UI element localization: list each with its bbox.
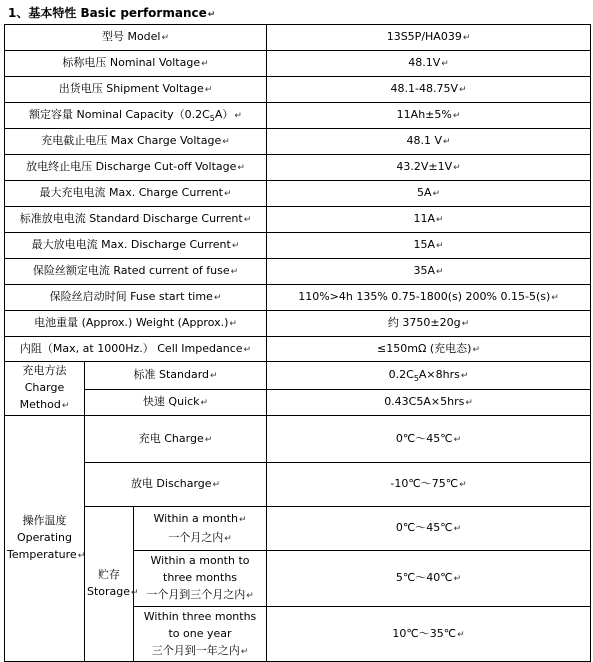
table-row <box>5 463 591 507</box>
spec-label: 标称电压 Nominal Voltage↵ <box>5 51 267 77</box>
charge-standard-value: $0.2C_5A\times 8hrs↵$ <box>267 362 591 390</box>
spec-value: 48.1-48.75V↵ <box>267 77 591 103</box>
storage-period-label: Within a month↵ 一个月之内↵ <box>134 507 267 551</box>
spec-value: 约 3750±20g↵ <box>267 311 591 337</box>
table-row <box>5 155 591 181</box>
storage-period-label: Within three months to one year 三个月到一年之内↵ <box>134 607 267 662</box>
table-row <box>5 416 591 463</box>
table-row <box>5 507 591 551</box>
table-row <box>5 337 591 362</box>
spec-label: 放电终止电压 Discharge Cut-off Voltage↵ <box>5 155 267 181</box>
spec-value: 48.1V↵ <box>267 51 591 77</box>
charge-quick-value: 0.43C5A×5hrs↵ <box>267 390 591 416</box>
spec-value: ≤150mΩ (充电态)↵ <box>267 337 591 362</box>
table-row <box>5 129 591 155</box>
spec-value: 110%>4h 135% 0.75-1800(s) 200% 0.15-5(s)↵ <box>267 285 591 311</box>
temp-charge-value: 0℃～45℃↵ <box>267 416 591 463</box>
table-row <box>5 285 591 311</box>
storage-period-value: 0℃～45℃↵ <box>267 507 591 551</box>
charge-quick-label: 快速 Quick↵ <box>85 390 267 416</box>
basic-performance-table <box>4 24 591 662</box>
spec-value: 48.1 V↵ <box>267 129 591 155</box>
spec-value: 13S5P/HA039↵ <box>267 25 591 51</box>
spec-value: 11Ah±5%↵ <box>267 103 591 129</box>
spec-label: 出货电压 Shipment Voltage↵ <box>5 77 267 103</box>
spec-label: 标准放电电流 Standard Discharge Current↵ <box>5 207 267 233</box>
table-row <box>5 207 591 233</box>
spec-label: 最大放电电流 Max. Discharge Current↵ <box>5 233 267 259</box>
section-heading: 1、基本特性 Basic performance↵ <box>8 6 216 20</box>
spec-label: 保险丝启动时间 Fuse start time↵ <box>5 285 267 311</box>
table-row <box>5 311 591 337</box>
spec-label: 充电截止电压 Max Charge Voltage↵ <box>5 129 267 155</box>
spec-label: 额定容量 Nominal $Capacity(0.2C_5A)↵$ <box>5 103 267 129</box>
storage-period-value: 5℃～40℃↵ <box>267 551 591 607</box>
temp-discharge-label: 放电 Discharge↵ <box>85 463 267 507</box>
table-row <box>5 259 591 285</box>
spec-label: 型号 Model↵ <box>5 25 267 51</box>
storage-period-label: Within a month to three months 一个月到三个月之内↵ <box>134 551 267 607</box>
charge-standard-label: 标准 Standard↵ <box>85 362 267 390</box>
spec-value: 43.2V±1V↵ <box>267 155 591 181</box>
spec-label: 保险丝额定电流 Rated current of fuse↵ <box>5 259 267 285</box>
spec-value: 15A↵ <box>267 233 591 259</box>
temp-charge-label: 充电 Charge↵ <box>85 416 267 463</box>
storage-period-value: 10℃～35℃↵ <box>267 607 591 662</box>
table-row <box>5 103 591 129</box>
spec-label: 最大充电电流 Max. Charge Current↵ <box>5 181 267 207</box>
charge-method-label: 充电方法 Charge Method↵ <box>5 362 85 416</box>
spec-value: 35A↵ <box>267 259 591 285</box>
table-row <box>5 390 591 416</box>
spec-label: 电池重量 (Approx.) Weight (Approx.)↵ <box>5 311 267 337</box>
storage-label: 贮存 Storage↵ <box>85 507 134 662</box>
table-row <box>5 362 591 390</box>
temp-discharge-value: -10℃～75℃↵ <box>267 463 591 507</box>
spec-label: 内阻（Max, at 1000Hz.） Cell Impedance↵ <box>5 337 267 362</box>
spec-value: 11A↵ <box>267 207 591 233</box>
table-row <box>5 233 591 259</box>
spec-value: 5A↵ <box>267 181 591 207</box>
table-row <box>5 51 591 77</box>
operating-temperature-label: 操作温度 Operating Temperature↵ <box>5 416 85 662</box>
table-row <box>5 181 591 207</box>
table-row <box>5 25 591 51</box>
table-row <box>5 77 591 103</box>
